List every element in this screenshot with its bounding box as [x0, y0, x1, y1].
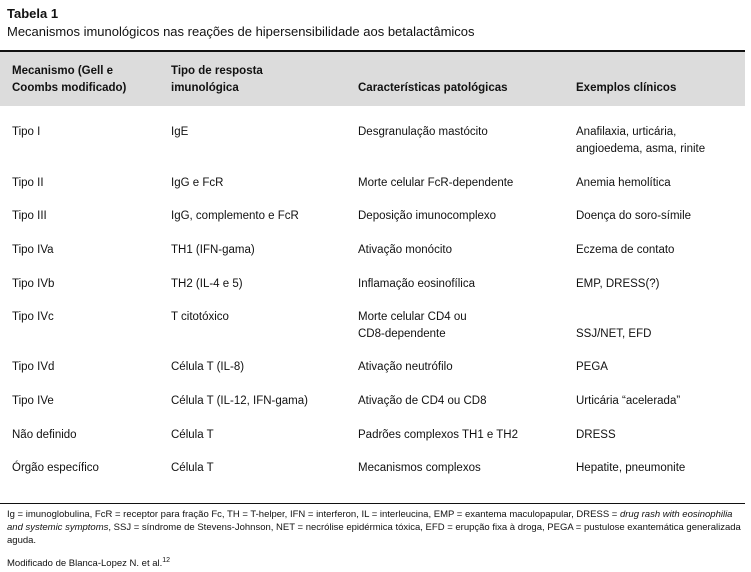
cell-mechanism: Tipo IVc	[12, 311, 54, 323]
table-source: Modificado de Blanca-Lopez N. et al.$^{12}$	[7, 557, 171, 570]
cell-mechanism: Tipo I	[12, 126, 41, 138]
cell-pathology: Ativação de CD4 ou CD8	[358, 395, 487, 407]
header-response: Tipo de resposta imunológica	[171, 65, 263, 94]
cell-pathology: Ativação neutrófilo	[358, 361, 453, 373]
header-examples: Exemplos clínicos	[576, 82, 677, 94]
cell-response: Célula T (IL-12, IFN-gama)	[171, 395, 308, 407]
table-header	[0, 50, 745, 106]
source-reference: 12	[162, 557, 171, 564]
cell-response: IgG, complemento e FcR	[171, 210, 299, 222]
cell-pathology: Desgranulação mastócito	[358, 126, 488, 138]
cell-pathology: Deposição imunocomplexo	[358, 210, 497, 222]
table-bottom-rule	[0, 503, 745, 504]
cell-response: TH1 (IFN-gama)	[171, 244, 255, 256]
table-title: Tabela 1	[7, 6, 59, 21]
cell-response: Célula T	[171, 429, 214, 441]
cell-mechanism: Não definido	[12, 429, 77, 441]
cell-pathology: Ativação monócito	[358, 244, 452, 256]
cell-response: Célula T (IL-8)	[171, 361, 245, 373]
cell-pathology: Mecanismos complexos	[358, 462, 481, 474]
cell-mechanism: Tipo IVb	[12, 278, 55, 290]
table-footnote: Ig = imunoglobulina, FcR = receptor para fração Fc, TH = T-helper, IFN = interferon, IL = interleucina, EMP = exantema maculopapular, DRESS = drug rash with eosinophilia and systemic symptoms, SSJ = síndrome de Stevens-Johnson, NET = necrólise epidérmica tóxica, EFD = erupção fixa à droga, PEGA = pustulose exantemática generalizada aguda.	[7, 509, 741, 546]
cell-pathology: Morte celular CD4 ou CD8-dependente	[358, 311, 467, 340]
cell-pathology: Inflamação eosinofílica	[358, 278, 475, 290]
footnote-italic-term: drug rash with eosinophilia and systemic symptoms	[7, 509, 733, 533]
cell-mechanism: Tipo IVa	[12, 244, 54, 256]
cell-examples: EMP, DRESS(?)	[576, 278, 660, 290]
table-subtitle: Mecanismos imunológicos nas reações de hipersensibilidade aos betalactâmicos	[7, 24, 475, 39]
cell-response: TH2 (IL-4 e 5)	[171, 278, 243, 290]
cell-mechanism: Tipo III	[12, 210, 47, 222]
cell-mechanism: Tipo IVd	[12, 361, 55, 373]
cell-response: IgE	[171, 126, 189, 138]
header-mechanism: Mecanismo (Gell e Coombs modificado)	[12, 65, 127, 94]
cell-response: IgG e FcR	[171, 177, 224, 189]
cell-examples: DRESS	[576, 429, 616, 441]
cell-examples: Anemia hemolítica	[576, 177, 671, 189]
cell-response: Célula T	[171, 462, 214, 474]
cell-examples: Eczema de contato	[576, 244, 675, 256]
cell-response: T citotóxico	[171, 311, 229, 323]
cell-pathology: Padrões complexos TH1 e TH2	[358, 429, 519, 441]
cell-examples: Urticária “acelerada”	[576, 395, 681, 407]
cell-pathology: Morte celular FcR-dependente	[358, 177, 514, 189]
cell-examples: Hepatite, pneumonite	[576, 462, 686, 474]
cell-examples: Anafilaxia, urticária, angioedema, asma, rinite	[576, 126, 706, 155]
header-pathology: Características patológicas	[358, 82, 508, 94]
cell-examples: Doença do soro-símile	[576, 210, 692, 222]
cell-mechanism: Órgão específico	[12, 462, 99, 474]
cell-examples: SSJ/NET, EFD	[576, 328, 652, 340]
cell-examples: PEGA	[576, 361, 608, 373]
cell-mechanism: Tipo II	[12, 177, 44, 189]
cell-mechanism: Tipo IVe	[12, 395, 54, 407]
